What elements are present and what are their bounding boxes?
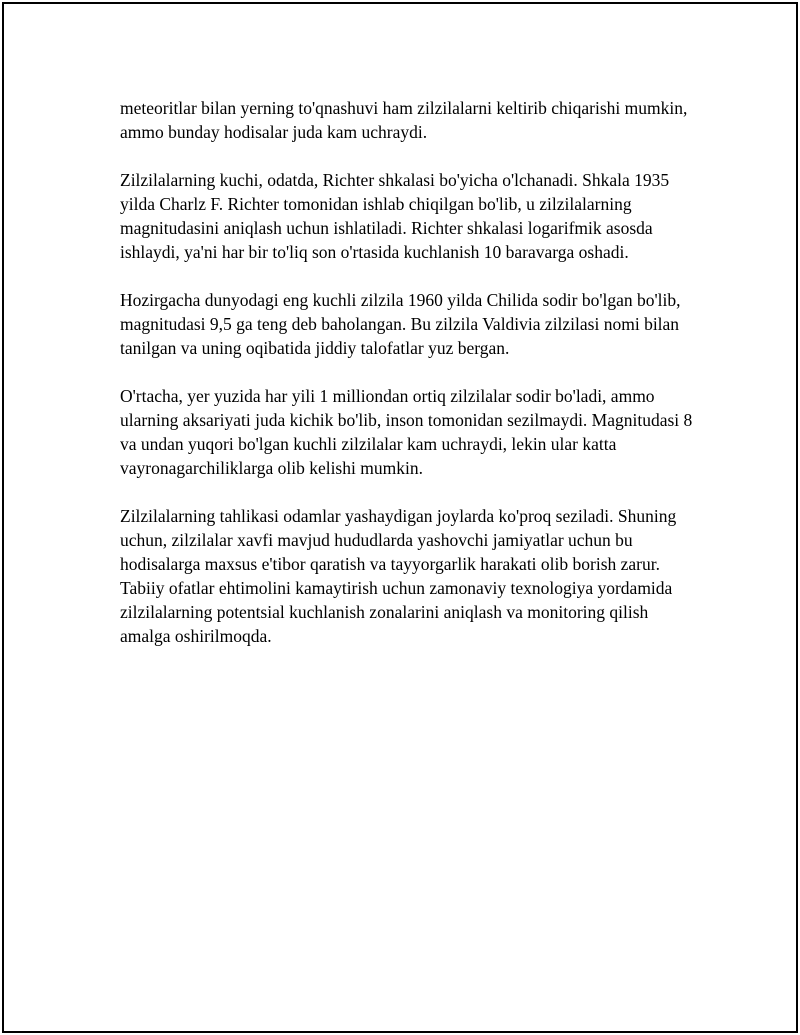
paragraph-2: Zilzilalarning kuchi, odatda, Richter shkalasi bo'yicha o'lchanadi. Shkala 1935 yilda Charlz F. Richter tomonidan ishlab chiqilgan bo'lib, u zilzilalarning magnitudasini aniqlash uchun ishlatiladi. Richter shkalasi logarifmik asosda ishlaydi, ya'ni har bir to'liq son o'rtasida kuchlanish 10 baravarga oshadi. bbox=[120, 170, 670, 262]
paragraph-1: meteoritlar bilan yerning to'qnashuvi ham zilzilalarni keltirib chiqarishi mumkin, ammo bunday hodisalar juda kam uchraydi. bbox=[120, 98, 688, 142]
paragraph-5: Zilzilalarning tahlikasi odamlar yashaydigan joylarda ko'proq seziladi. Shuning uchun, zilzilalar xavfi mavjud hududlarda yashovchi jamiyatlar uchun bu hodisalarga maxsus e'tibor qaratish va tayyorgarlik harakati olib borish zarur. Tabiiy ofatlar ehtimolini kamaytirish uchun zamonaviy texnologiya yordamida zilzilalarning potentsial kuchlanish zonalarini aniqlash va monitoring qilish amalga oshirilmoqda. bbox=[120, 506, 677, 646]
document-page bbox=[2, 2, 798, 1033]
paragraph-4: O'rtacha, yer yuzida har yili 1 milliondan ortiq zilzilalar sodir bo'ladi, ammo ularning aksariyati juda kichik bo'lib, inson tomonidan sezilmaydi. Magnitudasi 8 va undan yuqori bo'lgan kuchli zilzilalar kam uchraydi, lekin ular katta vayronagarchiliklarga olib kelishi mumkin. bbox=[120, 386, 693, 478]
document-body bbox=[120, 96, 700, 672]
paragraph-3: Hozirgacha dunyodagi eng kuchli zilzila 1960 yilda Chilida sodir bo'lgan bo'lib, magnitudasi 9,5 ga teng deb baholangan. Bu zilzila Valdivia zilzilasi nomi bilan tanilgan va uning oqibatida jiddiy talofatlar yuz bergan. bbox=[120, 290, 681, 358]
